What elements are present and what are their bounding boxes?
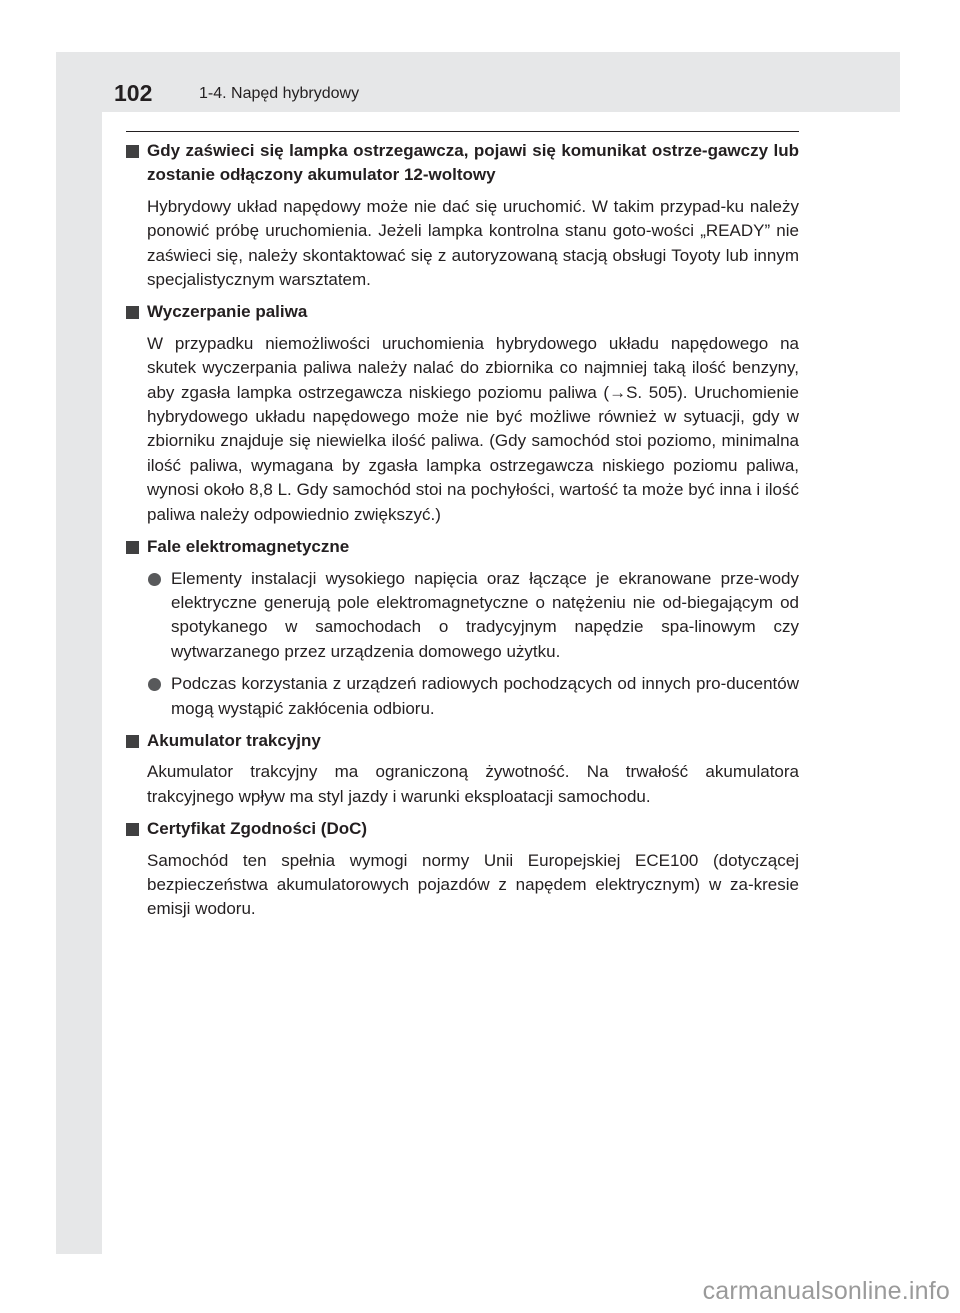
square-bullet-icon bbox=[126, 735, 139, 748]
section-heading bbox=[126, 535, 799, 559]
bullet-text: Elementy instalacji wysokiego napięcia oraz łączące je ekranowane prze-wody elektryczne generują pole elektromagnetyczne o natężeniu nie od-biegającym od spotykanego w samochodach o tradycyjnym napędzie spa-linowym czy wytwarzanego przez urządzenia domowego użytku. bbox=[171, 568, 799, 661]
section-heading bbox=[126, 817, 799, 841]
bullet-text: Podczas korzystania z urządzeń radiowych pochodzących od innych pro-ducentów mogą wystąpić zakłócenia odbioru. bbox=[171, 674, 799, 718]
section-paragraph: Akumulator trakcyjny ma ograniczoną żywotność. Na trwałość akumulatora trakcyjnego wpływ ma styl jazdy i warunki eksploatacji samochodu. bbox=[147, 762, 799, 806]
section-heading-text: Akumulator trakcyjny bbox=[147, 730, 321, 750]
section-warning-light bbox=[126, 139, 799, 292]
header-rule bbox=[126, 131, 799, 132]
section-electromagnetic-waves bbox=[126, 535, 799, 721]
section-heading bbox=[126, 300, 799, 324]
section-paragraph: Hybrydowy układ napędowy może nie dać się uruchomić. W takim przypad-ku należy ponowić próbę uruchomienia. Jeżeli lampka kontrolna stanu goto-wości „READY” nie zaświeci się, należy skontaktować się z autoryzowaną stacją obsługi Toyoty lub innym specjalistycznym warsztatem. bbox=[147, 196, 799, 290]
square-bullet-icon bbox=[126, 306, 139, 319]
watermark-text: carmanualsonline.info bbox=[702, 1277, 950, 1305]
square-bullet-icon bbox=[126, 145, 139, 158]
section-heading-text: Wyczerpanie paliwa bbox=[147, 302, 308, 322]
section-heading bbox=[126, 729, 799, 753]
round-bullet-icon bbox=[148, 573, 161, 586]
bullet-item bbox=[126, 672, 799, 721]
square-bullet-icon bbox=[126, 823, 139, 836]
bullet-item bbox=[126, 567, 799, 665]
section-paragraph: Samochód ten spełnia wymogi normy Unii Europejskiej ECE100 (dotyczącej bezpieczeństwa akumulatorowych pojazdów z napędem elektrycznym) w za-kresie emisji wodoru. bbox=[147, 850, 799, 919]
side-gray-bar bbox=[56, 52, 102, 1254]
section-declaration-of-conformity bbox=[126, 817, 799, 922]
section-heading-text: Certyfikat Zgodności (DoC) bbox=[147, 819, 368, 839]
round-bullet-icon bbox=[148, 678, 161, 691]
section-traction-battery bbox=[126, 729, 799, 809]
section-heading bbox=[126, 139, 799, 188]
section-paragraph: W przypadku niemożliwości uruchomienia hybrydowego układu napędowego na skutek wyczerpania paliwa należy nalać do zbiornika co najmniej taką ilość benzyny, aby zgasła lampka ostrzegawcza niskiego poziomu paliwa (→S. 505). Uruchomienie hybrydowego układu napędowego może nie być możliwe również w sytuacji, gdy w zbiorniku znajduje się niewielka ilość paliwa. (Gdy samochód stoi poziomo, minimalna ilość paliwa, wymagana by zgasła lampka ostrzegawcza niskiego poziomu paliwa, wynosi około 8,8 L. Gdy samochód stoi na pochyłości, wartość ta może być inna i ilość paliwa należy odpowiednio zwiększyć.) bbox=[147, 333, 799, 524]
square-bullet-icon bbox=[126, 541, 139, 554]
header-band bbox=[56, 52, 900, 112]
page-content bbox=[126, 139, 799, 930]
page-number: 102 bbox=[114, 80, 153, 106]
section-heading-text: Gdy zaświeci się lampka ostrzegawcza, pojawi się komunikat ostrze-gawczy lub zostanie odłączony akumulator 12-woltowy bbox=[147, 141, 799, 185]
section-fuel-depletion bbox=[126, 300, 799, 527]
section-title: 1-4. Napęd hybrydowy bbox=[199, 85, 360, 102]
section-heading-text: Fale elektromagnetyczne bbox=[147, 537, 350, 557]
